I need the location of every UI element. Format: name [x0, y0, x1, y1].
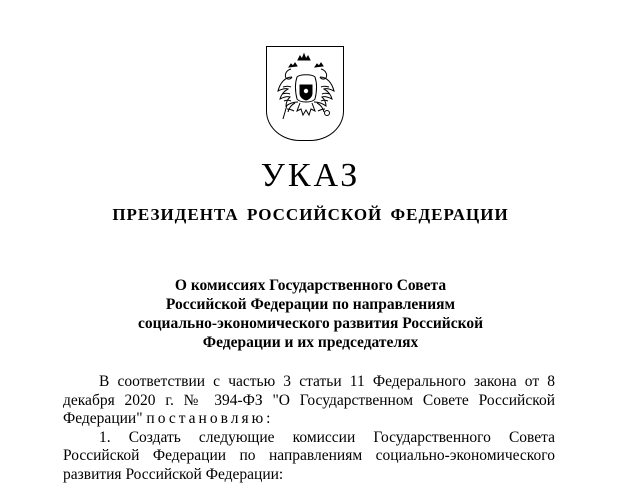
decree-verb: постановляю:: [146, 410, 274, 427]
clause-1-paragraph: 1. Создать следующие комиссии Государственного Совета Российской Федерации по направлениям социально-экономического развития Российской Федерации:: [63, 428, 555, 483]
preamble-text: В соответствии с частью 3 статьи 11 Федерального закона от 8 декабря 2020 г. № 394-ФЗ "О Государственном Совете Российской Федерации": [63, 373, 555, 427]
preamble-paragraph: [63, 373, 555, 429]
double-headed-eagle-icon: [267, 47, 344, 141]
decree-heading: [0, 276, 621, 352]
heading-line: О комиссиях Государственного Совета: [174, 277, 447, 294]
document-subtitle: ПРЕЗИДЕНТА РОССИЙСКОЙ ФЕДЕРАЦИИ: [112, 205, 509, 224]
decree-body: [63, 373, 555, 484]
heading-line: социально-экономического развития Российской: [137, 315, 484, 332]
coat-of-arms-icon: [266, 46, 344, 141]
heading-line: Российской Федерации по направлениям: [165, 296, 456, 313]
document-title: УКАЗ: [260, 157, 361, 194]
heading-line: Федерации и их председателях: [202, 334, 419, 351]
